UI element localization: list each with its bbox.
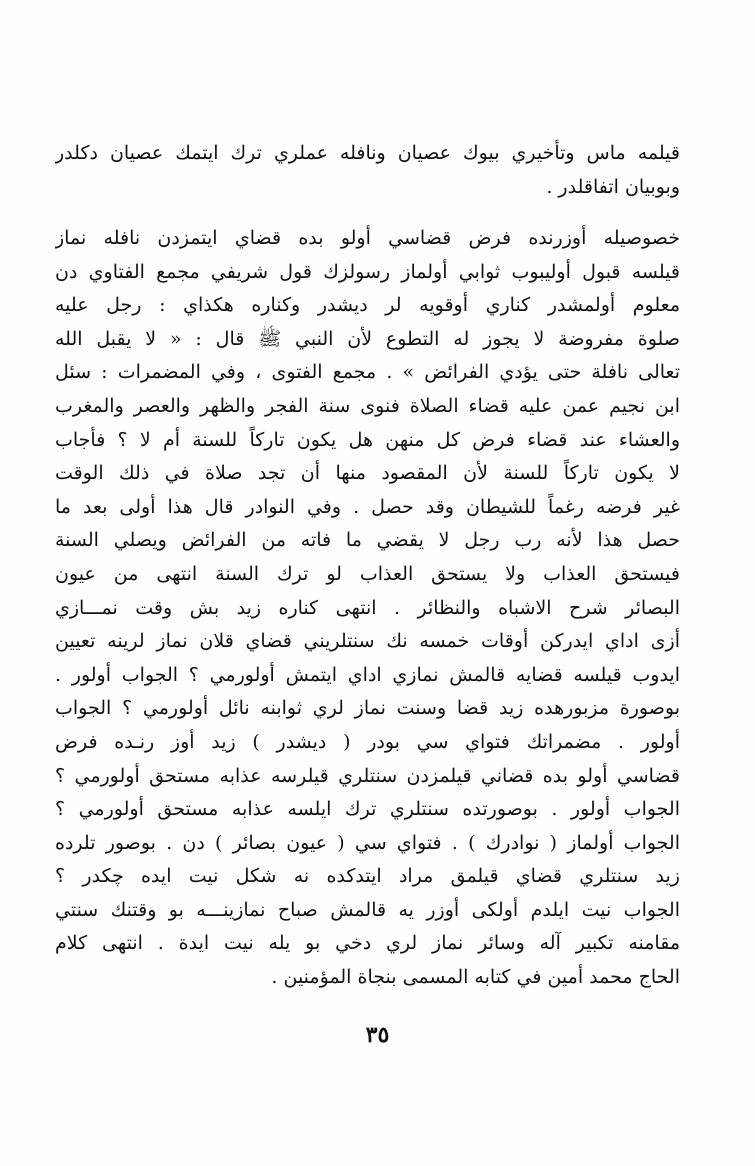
text-line: غير فرضه رغماً للشيطان وقد حصل . وفي النوادر قال هذا أولى بعد ما [55, 495, 680, 518]
text-line: حصل هذا لأنه رب رجل لا يقضي ما فاته من الفرائض ويصلي السنة [55, 529, 680, 552]
text-line: معلوم أولمشدر كناري أوقويه لر ديشدر وكناره هكذاي : رجل عليه [55, 294, 680, 317]
text-line: الجواب نيت ايلدم أولكى أوزر يه قالمش صباح نمازينـــه بو وقتنك سنتي [55, 898, 680, 921]
text-line: وبوبيان اتفاقلدر . [546, 175, 680, 198]
text-line: قضاسي أولو بده قضاني قيلمزدن سنتلري قيلرسه عذابه مستحق أولورمي ؟ [55, 764, 680, 787]
text-line: بوصورة مزبورهده زيد قضا وسنت نماز لري ثوابنه نائل أولورمي ؟ الجواب [55, 697, 680, 720]
text-line: الحاج محمد أمين في كتابه المسمى بنجاة المؤمنين . [271, 966, 680, 989]
text-line: الجواب أولور . بوصورتده سنتلري ترك ايلسه عذابه مستحق أولورمي ؟ [55, 798, 680, 821]
text-line: الجواب أولماز ( نوادرك ) . فتواي سي ( عيون بصائر ) دن . بوصور تلرده [55, 831, 680, 854]
text-line: والعشاء عند قضاء فرض كل منهن هل يكون تاركاً للسنة أم لا ؟ فأجاب [55, 428, 680, 451]
paragraph-1 [55, 137, 680, 204]
paragraph-2 [55, 222, 680, 995]
text-line: أولور . مضمراتك فتواي سي بودر ( ديشدر ) زيد أوز رنـده فرض [55, 730, 680, 753]
text-line: صلوة مفروضة لا يجوز له التطوع لأن النبي ﷺ قال : « لا يقبل الله [55, 327, 680, 350]
text-line: زيد سنتلري قضاي قيلمق مراد ايتدكده نه شكل نيت ايده چكدر ؟ [55, 865, 680, 888]
text-line: لا يكون تاركاً للسنة لأن المقصود منها أن تجد صلاة في ذلك الوقت [55, 462, 680, 485]
text-line: البصائر شرح الاشباه والنظائر . انتهى كناره زيد بش وقت نمـــازي [55, 596, 680, 619]
text-line: قيلسه قبول أوليبوب ثوابي أولماز رسولزك قول شريفي مجمع الفتاوي دن [55, 260, 680, 283]
text-line: مقامنه تكبير آله وسائر نماز لري دخي بو يله نيت ايدة . انتهى كلام [55, 932, 680, 955]
text-line: أزى اداي ايدركن أوقات خمسه نك سنتلريني قضاي قلان نماز لرينه تعيين [55, 630, 680, 653]
text-line: تعالى نافلة حتى يؤدي الفرائض » . مجمع الفتوى ، وفي المضمرات : سئل [55, 361, 680, 384]
page-number: ٣٥ [365, 1022, 390, 1048]
text-line: ايدوب قيلسه قضايه قالمش نمازي اداي ايتمش أولورمي ؟ الجواب أولور . [55, 663, 680, 686]
text-line: قيلمه ماس وتأخيري بيوك عصيان ونافله عملري ترك ايتمك عصيان دكلدر [55, 142, 680, 164]
text-line: ابن نجيم عمن عليه قضاء الصلاة فنوى سنة الفجر والظهر والعصر والمغرب [55, 394, 680, 417]
text-line: خصوصيله أوزرنده فرض قضاسي أولو بده قضاي ايتمزدن نافله نماز [55, 227, 680, 249]
text-line: فيستحق العذاب ولا يستحق العذاب لو ترك السنة انتهى من عيون [55, 562, 680, 585]
